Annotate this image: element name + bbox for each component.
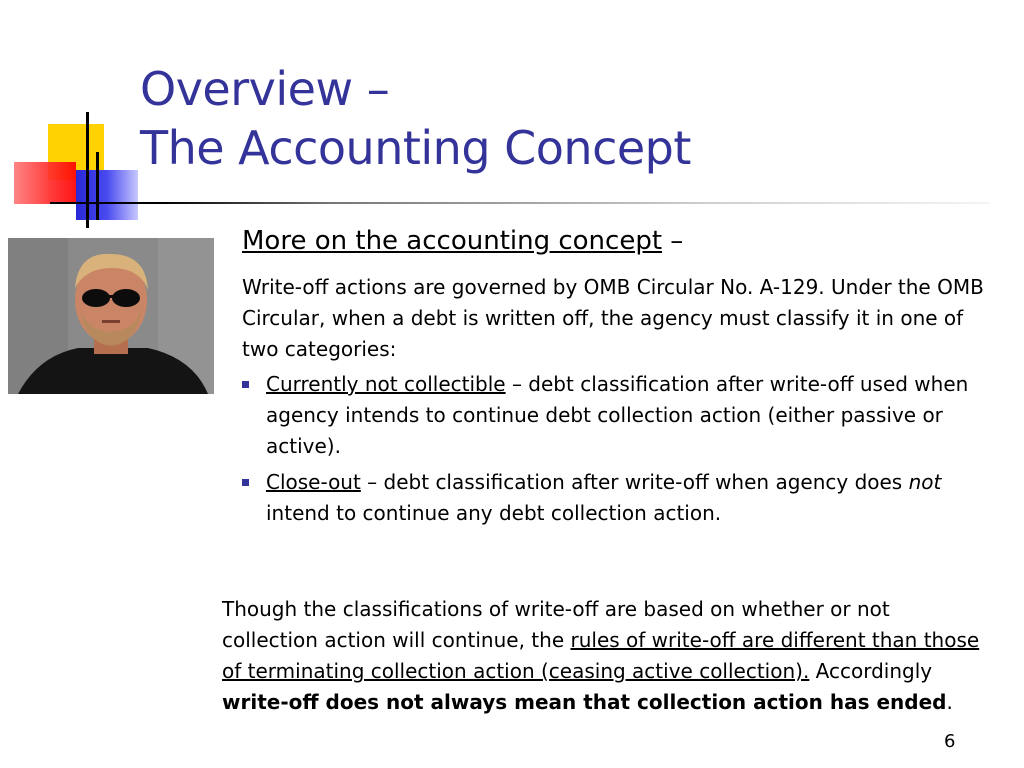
section-subheading bbox=[242, 222, 1002, 260]
logo-red-square bbox=[14, 162, 76, 204]
square-bullet-icon bbox=[242, 381, 249, 388]
title-divider bbox=[50, 202, 990, 204]
page-number: 6 bbox=[944, 731, 956, 752]
square-bullet-icon bbox=[242, 479, 249, 486]
portrait-illustration bbox=[8, 238, 214, 394]
closing-bold: write-off does not always mean that collection action has ended bbox=[222, 690, 947, 714]
intro-paragraph: Write-off actions are governed by OMB Circular No. A-129. Under the OMB Circular, when a debt is written off, the agency must classify it in one of two categories: bbox=[242, 275, 984, 361]
slide-title-line2: The Accounting Concept bbox=[140, 121, 691, 175]
slide-title bbox=[140, 60, 691, 178]
category-description-before: – debt classification after write-off when agency does bbox=[360, 470, 909, 494]
category-list bbox=[242, 369, 1002, 529]
section-subheading-underlined: More on the accounting concept bbox=[242, 226, 663, 256]
closing-part3: . bbox=[946, 690, 953, 714]
slide-content bbox=[242, 222, 1002, 534]
category-description: – debt classification after write-off used when agency intends to continue debt collection action (either passive or active). bbox=[266, 372, 969, 458]
category-term: Currently not collectible bbox=[266, 372, 506, 396]
closing-part1: Though the classifications of write-off are based on whether or not collection action will continue, the bbox=[222, 597, 890, 652]
category-emphasis: not bbox=[908, 470, 942, 494]
list-item bbox=[242, 369, 996, 462]
slide-title-line1: Overview – bbox=[140, 62, 390, 116]
logo-vertical-line bbox=[86, 112, 89, 228]
section-subheading-suffix: – bbox=[662, 226, 684, 256]
closing-paragraph bbox=[222, 594, 992, 718]
person-portrait-photo-icon bbox=[8, 238, 214, 394]
category-description-after: intend to continue any debt collection action. bbox=[266, 501, 722, 525]
closing-underlined: rules of write-off are different than those of terminating collection action (ceasing active collection). bbox=[222, 628, 980, 683]
closing-part2: Accordingly bbox=[809, 659, 933, 683]
list-item bbox=[242, 467, 996, 529]
logo-vertical-line-short bbox=[96, 152, 99, 220]
category-term: Close-out bbox=[266, 470, 361, 494]
